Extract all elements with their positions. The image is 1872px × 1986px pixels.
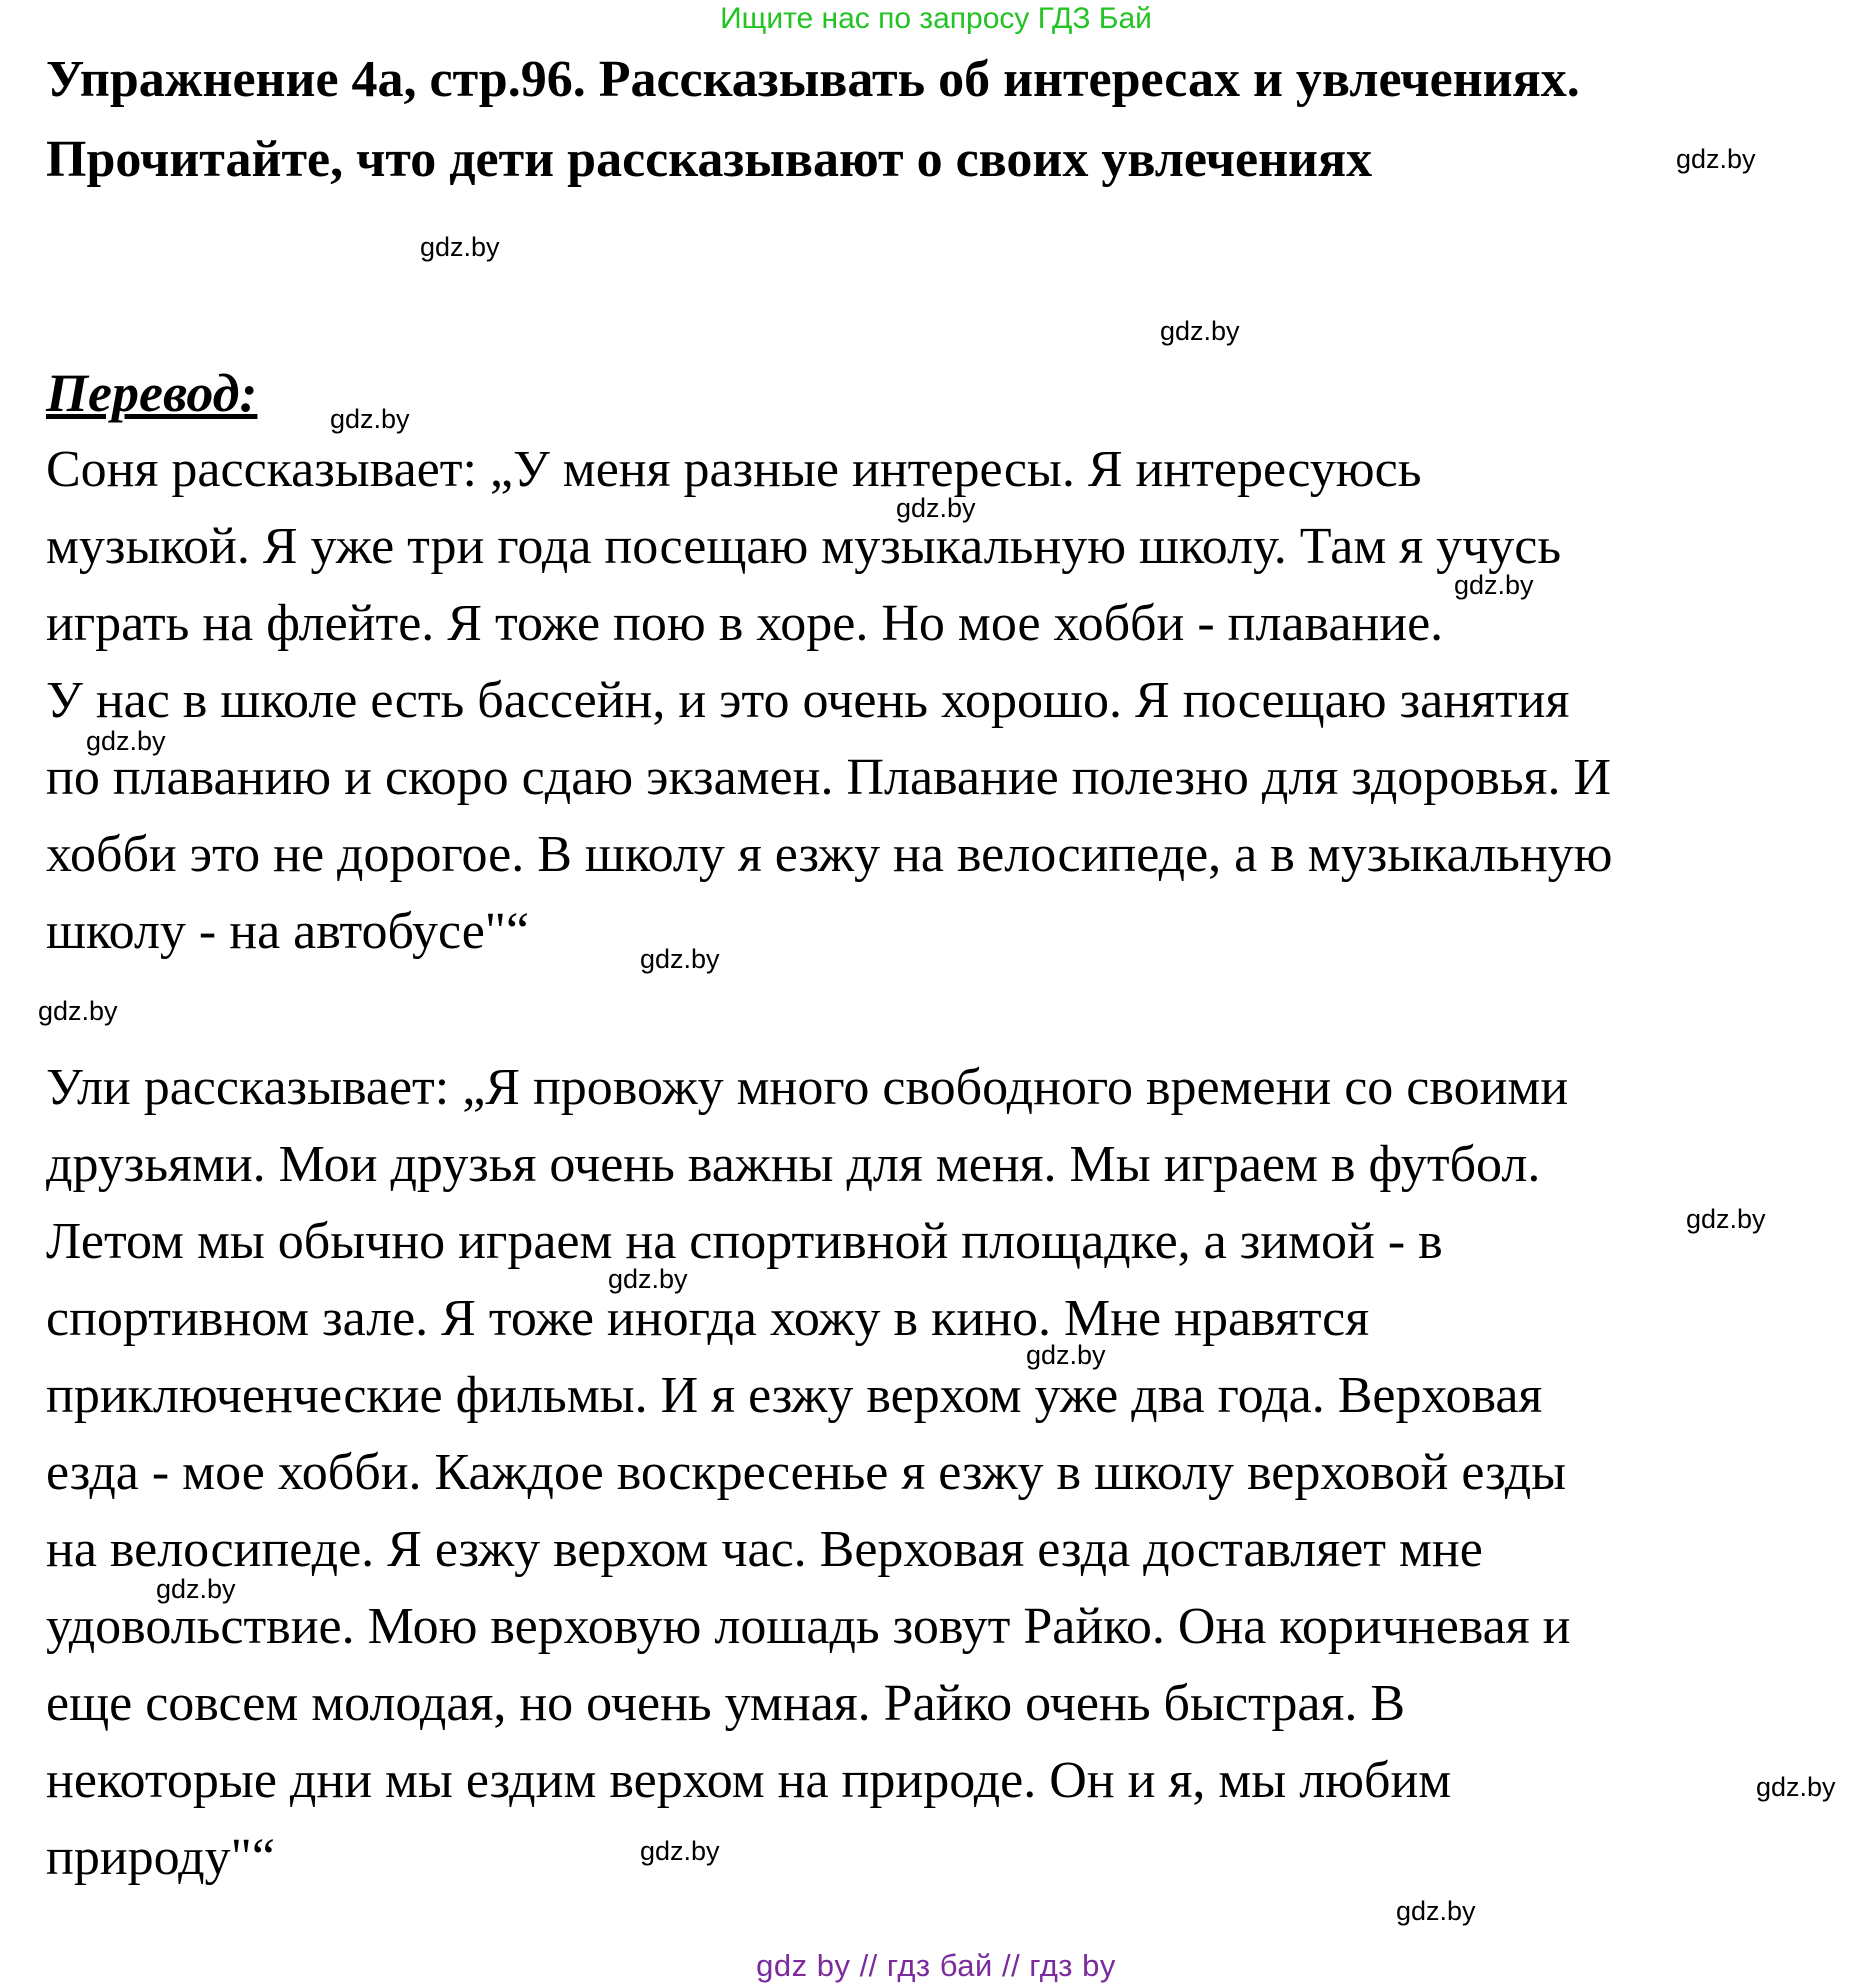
paragraph-line: школу - на автобусе"“ [46,903,530,960]
translation-heading: Перевод: [46,363,258,423]
exercise-title: Упражнение 4а, стр.96. Рассказывать об интересах и увлечениях. [46,51,1580,108]
paragraph-line: Соня рассказывает: „У меня разные интересы. Я интересуюсь [46,441,1422,498]
paragraph-line: удовольствие. Мою верховую лошадь зовут Райко. Она коричневая и [46,1598,1571,1655]
paragraph-line: на велосипеде. Я езжу верхом час. Верховая езда доставляет мне [46,1521,1483,1578]
paragraph-line: по плаванию и скоро сдаю экзамен. Плавание полезно для здоровья. И [46,749,1612,806]
watermark: gdz.by [38,996,118,1026]
watermark: gdz.by [1686,1204,1766,1234]
footer-links: gdz by // гдз бай // гдз by [756,1948,1116,1983]
paragraph-line: друзьями. Мои друзья очень важны для меня. Мы играем в футбол. [46,1136,1541,1193]
watermark: gdz.by [330,404,410,434]
watermark: gdz.by [420,232,500,262]
paragraph-line: музыкой. Я уже три года посещаю музыкальную школу. Там я учусь [46,518,1562,575]
paragraph-line: Летом мы обычно играем на спортивной площадке, а зимой - в [46,1213,1443,1270]
paragraph-line: приключенческие фильмы. И я езжу верхом уже два года. Верховая [46,1367,1543,1424]
watermark: gdz.by [1454,570,1534,600]
paragraph-line: спортивном зале. Я тоже иногда хожу в кино. Мне нравятся [46,1290,1370,1347]
paragraph-line: езда - мое хобби. Каждое воскресенье я езжу в школу верховой езды [46,1444,1567,1501]
watermark: gdz.by [896,493,976,523]
watermark: gdz.by [1396,1896,1476,1926]
paragraph-line: Ули рассказывает: „Я провожу много свободного времени со своими [46,1059,1569,1116]
search-banner: Ищите нас по запросу ГДЗ Бай [720,2,1152,35]
exercise-instruction: Прочитайте, что дети рассказывают о своих увлечениях [46,131,1373,188]
paragraph-line: У нас в школе есть бассейн, и это очень хорошо. Я посещаю занятия [46,672,1570,729]
watermark: gdz.by [156,1574,236,1604]
paragraph-line: природу"“ [46,1829,275,1886]
watermark: gdz.by [1160,316,1240,346]
watermark: gdz.by [1676,144,1756,174]
paragraph-line: еще совсем молодая, но очень умная. Райко очень быстрая. В [46,1675,1406,1732]
paragraph-line: некоторые дни мы ездим верхом на природе. Он и я, мы любим [46,1752,1452,1809]
watermark: gdz.by [640,1836,720,1866]
watermark: gdz.by [608,1264,688,1294]
watermark: gdz.by [640,944,720,974]
watermark: gdz.by [1026,1340,1106,1370]
paragraph-line: хобби это не дорогое. В школу я езжу на велосипеде, а в музыкальную [46,826,1613,883]
watermark: gdz.by [1756,1772,1836,1802]
paragraph-line: играть на флейте. Я тоже пою в хоре. Но мое хобби - плавание. [46,595,1444,652]
watermark: gdz.by [86,726,166,756]
